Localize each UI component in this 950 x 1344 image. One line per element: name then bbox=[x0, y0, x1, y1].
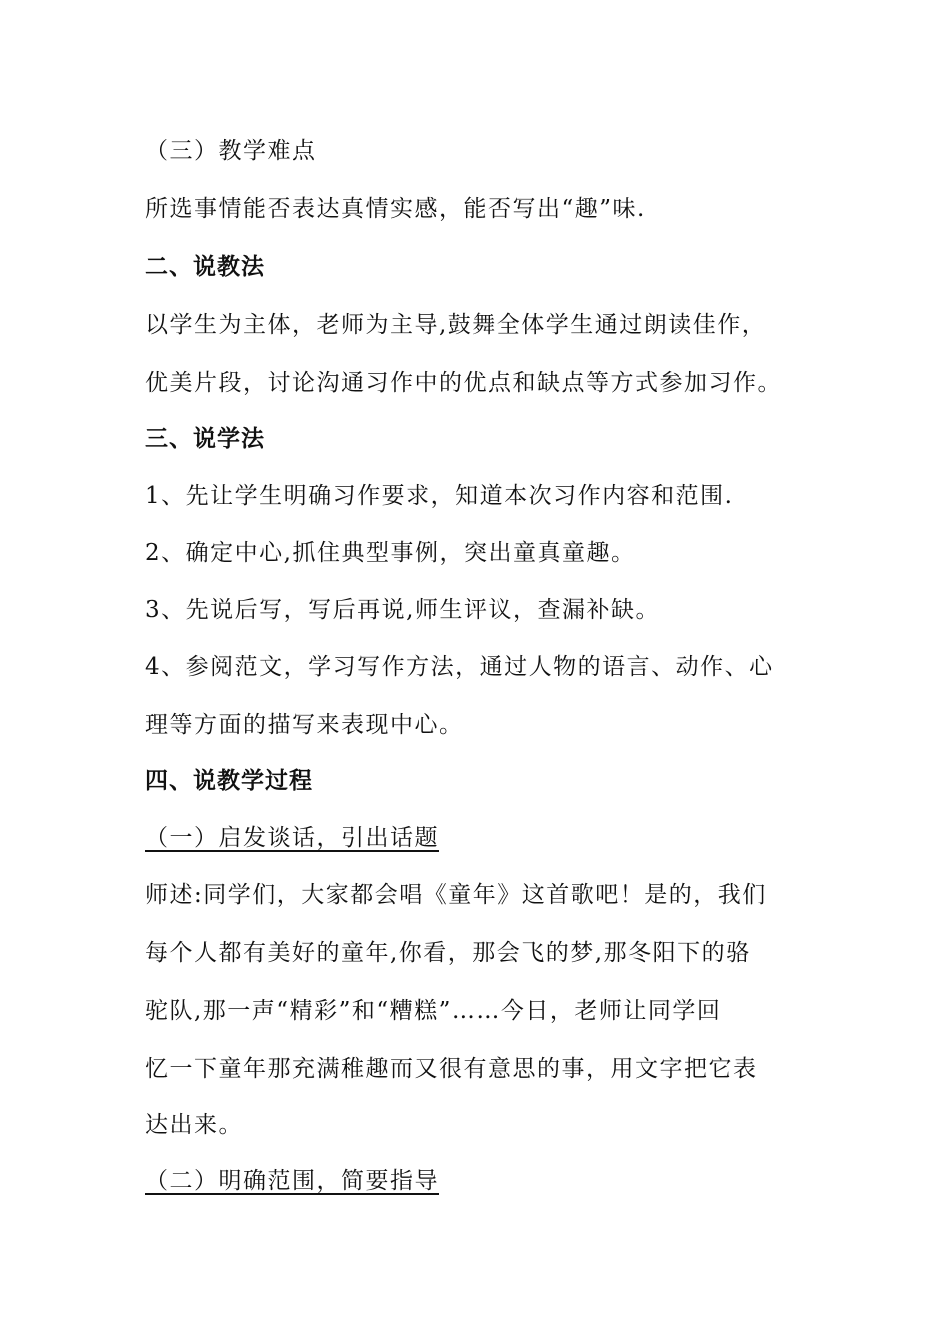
learning-item-1: 1、先让学生明确习作要求，知道本次习作内容和范围. bbox=[145, 483, 734, 509]
learning-item-3: 3、先说后写，写后再说,师生评议，查漏补缺。 bbox=[145, 597, 660, 623]
paragraph-process-line-5: 达出来。 bbox=[145, 1112, 243, 1138]
learning-item-4-line-1: 4、参阅范文，学习写作方法，通过人物的语言、动作、心 bbox=[145, 654, 774, 680]
paragraph-process-line-3: 驼队,那一声“精彩”和“糟糕”……今日，老师让同学回 bbox=[145, 998, 722, 1024]
subheading-process-1: （一）启发谈话，引出话题 bbox=[145, 825, 439, 851]
heading-teaching-method: 二、说教法 bbox=[145, 254, 265, 280]
paragraph-process-line-4: 忆一下童年那充满稚趣而又很有意思的事，用文字把它表 bbox=[145, 1056, 758, 1082]
paragraph-difficulty: 所选事情能否表达真情实感，能否写出“趣”味. bbox=[145, 196, 646, 222]
paragraph-method-line-2: 优美片段，讨论沟通习作中的优点和缺点等方式参加习作。 bbox=[145, 370, 782, 396]
learning-item-4-line-2: 理等方面的描写来表现中心。 bbox=[145, 712, 464, 738]
paragraph-method-line-1: 以学生为主体，老师为主导,鼓舞全体学生通过朗读佳作， bbox=[145, 312, 767, 338]
subheading-process-2: （二）明确范围，简要指导 bbox=[145, 1168, 439, 1194]
learning-item-2: 2、确定中心,抓住典型事例，突出童真童趣。 bbox=[145, 540, 636, 566]
heading-teaching-process: 四、说教学过程 bbox=[145, 768, 313, 794]
paragraph-process-line-1: 师述:同学们，大家都会唱《童年》这首歌吧！是的，我们 bbox=[145, 882, 767, 908]
heading-learning-method: 三、说学法 bbox=[145, 426, 265, 452]
section-title-difficulty: （三）教学难点 bbox=[145, 138, 317, 164]
paragraph-process-line-2: 每个人都有美好的童年,你看，那会飞的梦,那冬阳下的骆 bbox=[145, 940, 751, 966]
